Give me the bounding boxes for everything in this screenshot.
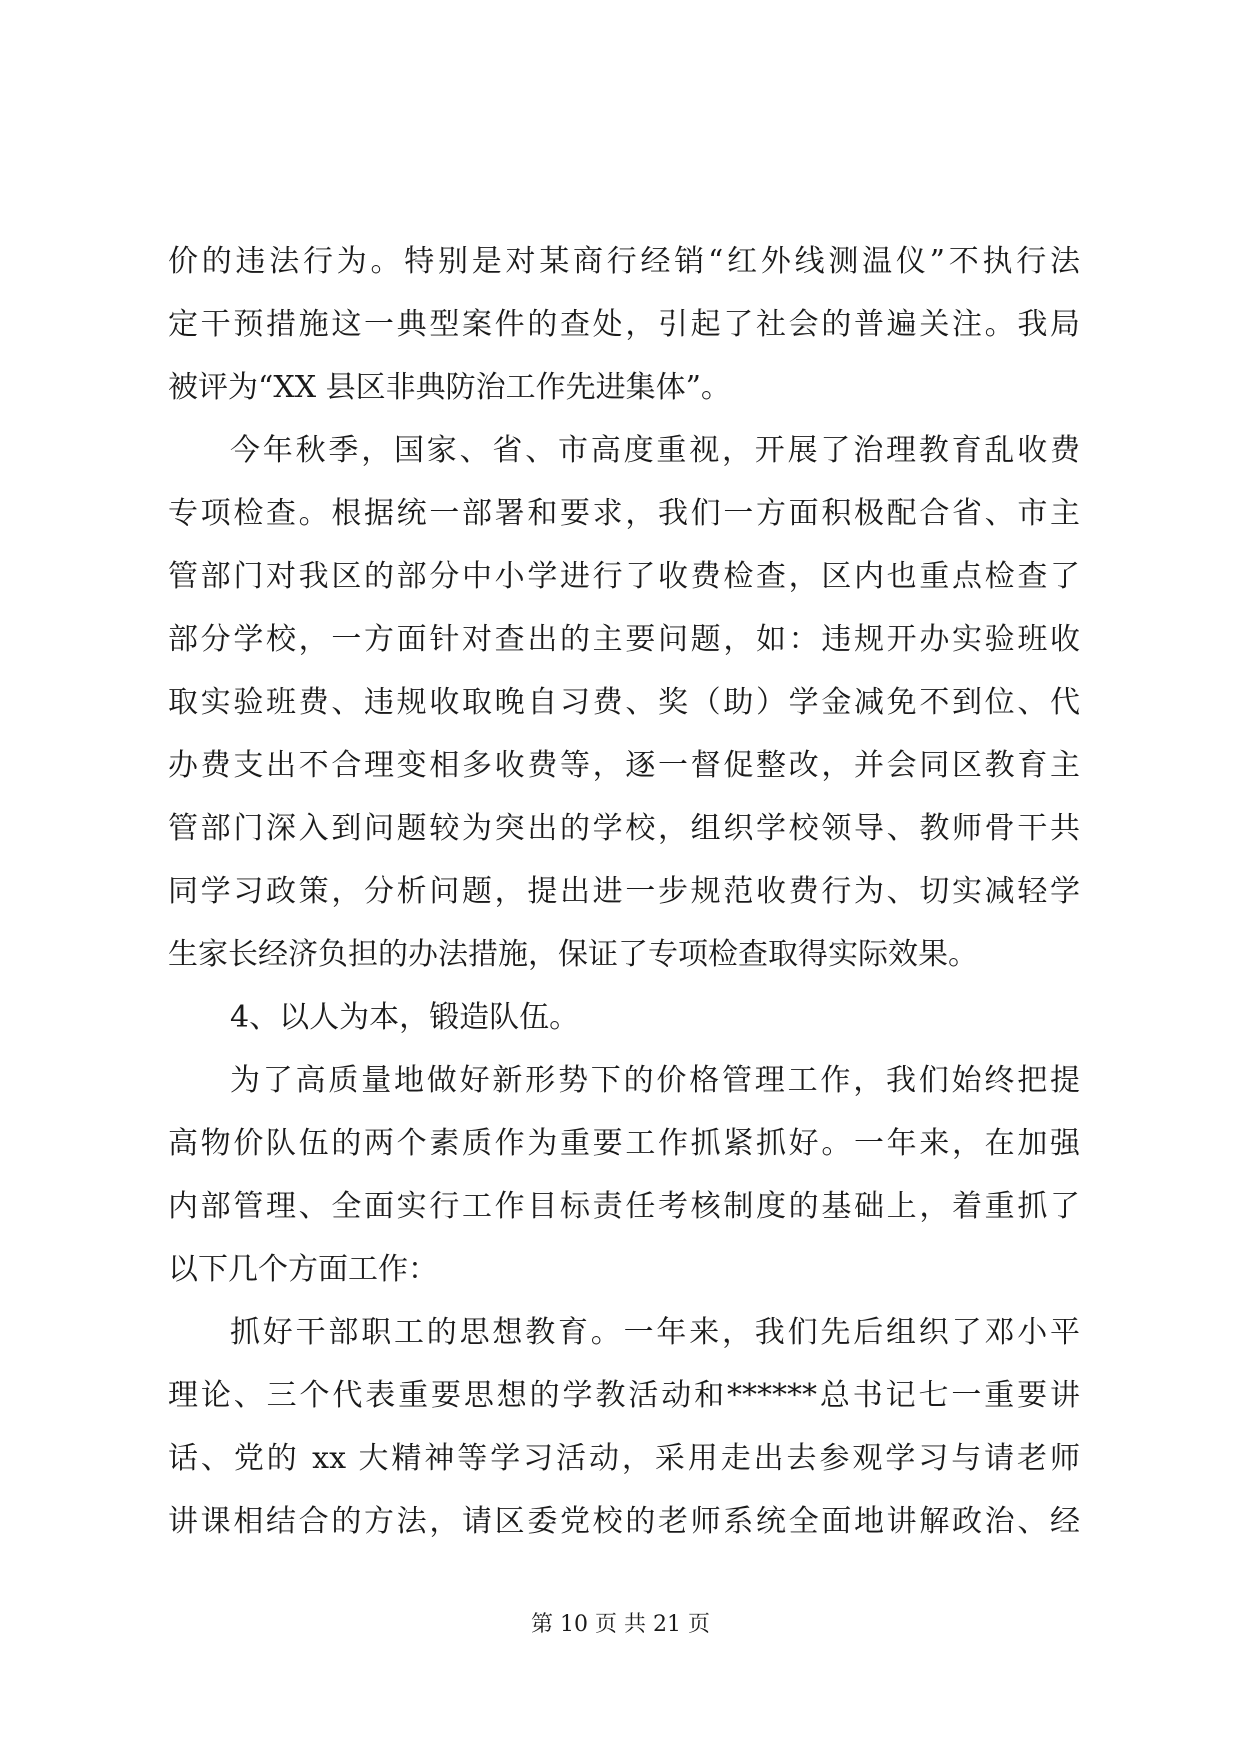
text-line: 定干预措施这一典型案件的查处，引起了社会的普遍关注。我局 <box>168 307 1080 342</box>
text-line: 以下几个方面工作： <box>168 1252 438 1287</box>
text-line: 取实验班费、违规收取晚自习费、奖（助）学金减免不到位、代 <box>168 685 1080 720</box>
text-line: 内部管理、全面实行工作目标责任考核制度的基础上，着重抓了 <box>168 1189 1080 1224</box>
text-line: 讲课相结合的方法，请区委党校的老师系统全面地讲解政治、经 <box>168 1504 1080 1539</box>
text-line: 为了高质量地做好新形势下的价格管理工作，我们始终把提 <box>230 1063 1080 1098</box>
text-line: 4、以人为本，锻造队伍。 <box>230 1000 580 1035</box>
text-line: 办费支出不合理变相多收费等，逐一督促整改，并会同区教育主 <box>168 748 1080 783</box>
text-line: 生家长经济负担的办法措施，保证了专项检查取得实际效果。 <box>168 937 978 972</box>
text-line: 被评为“XX 县区非典防治工作先进集体”。 <box>168 370 731 405</box>
text-line: 价的违法行为。特别是对某商行经销“红外线测温仪”不执行法 <box>168 244 1080 279</box>
text-line: 高物价队伍的两个素质作为重要工作抓紧抓好。一年来，在加强 <box>168 1126 1080 1161</box>
text-line: 专项检查。根据统一部署和要求，我们一方面积极配合省、市主 <box>168 496 1080 531</box>
text-line: 今年秋季，国家、省、市高度重视，开展了治理教育乱收费 <box>230 433 1080 468</box>
text-line: 管部门对我区的部分中小学进行了收费检查，区内也重点检查了 <box>168 559 1080 594</box>
document-body <box>168 230 1080 1553</box>
text-line: 话、党的 xx 大精神等学习活动，采用走出去参观学习与请老师 <box>168 1441 1080 1476</box>
text-line: 理论、三个代表重要思想的学教活动和******总书记七一重要讲 <box>168 1378 1080 1413</box>
text-line: 管部门深入到问题较为突出的学校，组织学校领导、教师骨干共 <box>168 811 1080 846</box>
text-line: 部分学校，一方面针对查出的主要问题，如：违规开办实验班收 <box>168 622 1080 657</box>
page-footer: 第 10 页 共 21 页 <box>531 1612 710 1637</box>
text-line: 抓好干部职工的思想教育。一年来，我们先后组织了邓小平 <box>230 1315 1080 1350</box>
text-line: 同学习政策，分析问题，提出进一步规范收费行为、切实减轻学 <box>168 874 1080 909</box>
